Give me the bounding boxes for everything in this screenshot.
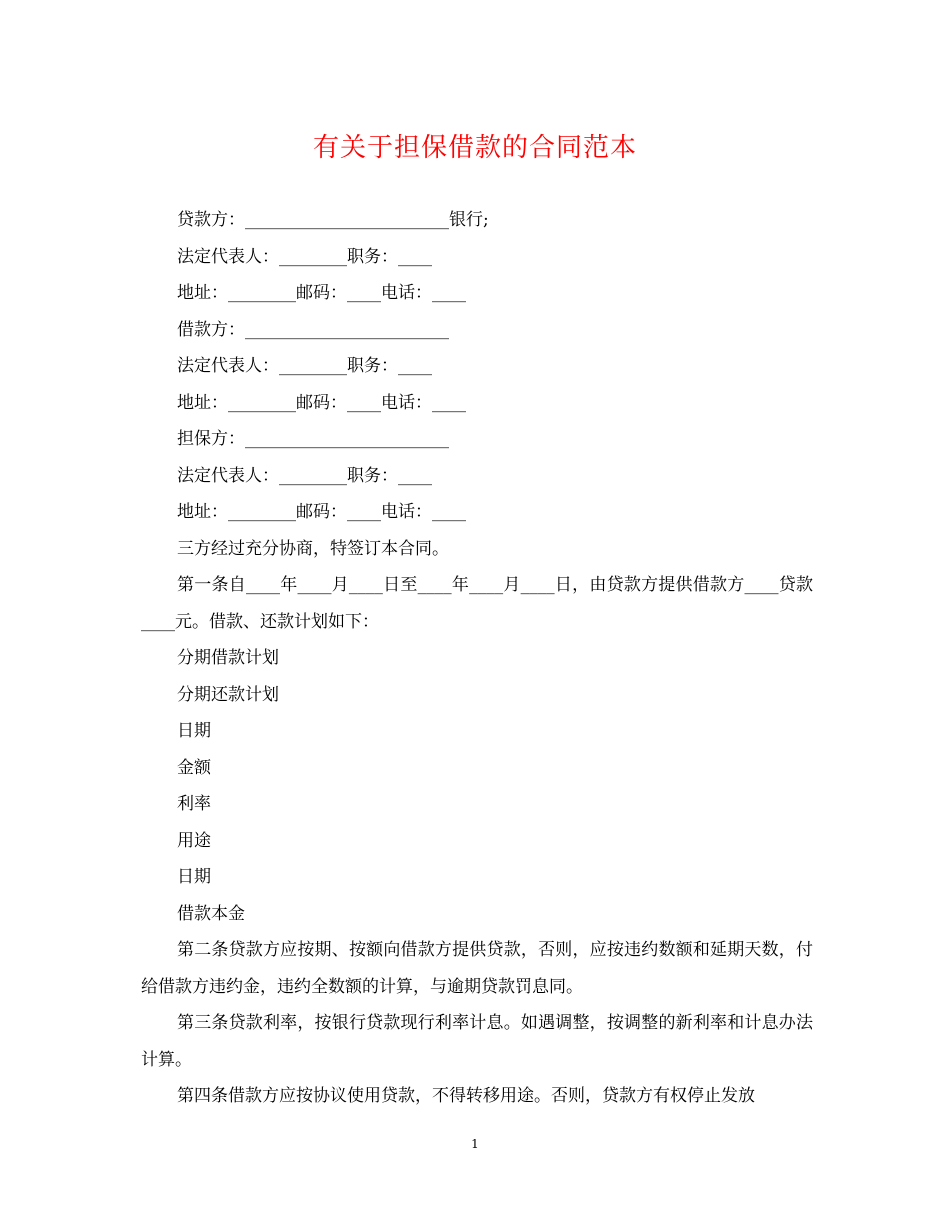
document-title: 有关于担保借款的合同范本 <box>312 133 637 163</box>
lender-representative-line: 法定代表人：________职务：____ <box>177 246 432 267</box>
article-4: 第四条借款方应按协议使用贷款，不得转移用途。否则，贷款方有权停止发放 <box>177 1086 755 1106</box>
plan-field-date: 日期 <box>177 721 211 741</box>
guarantor-representative-line: 法定代表人：________职务：____ <box>177 465 432 486</box>
lender-address-line: 地址：________邮码：____电话：____ <box>177 283 466 303</box>
plan-heading-repay: 分期还款计划 <box>177 684 279 705</box>
plan-field-date-2: 日期 <box>177 867 211 887</box>
plan-field-principal: 借款本金 <box>177 903 245 924</box>
lender-line: 贷款方：________________________银行; <box>177 210 489 230</box>
plan-field-purpose: 用途 <box>177 830 211 851</box>
page-number: 1 <box>471 1137 479 1151</box>
article-2: 第二条贷款方应按期、按额向借款方提供贷款，否则，应按违约数额和延期天数，付给借款方违约金，违约全数额的计算，与逾期贷款罚息同。 <box>141 940 813 997</box>
guarantor-line: 担保方：________________________ <box>177 429 449 449</box>
article-3: 第三条贷款利率，按银行贷款现行利率计息。如遇调整，按调整的新利率和计息办法计算。 <box>141 1013 813 1070</box>
borrower-line: 借款方：________________________ <box>177 319 449 340</box>
guarantor-address-line: 地址：________邮码：____电话：____ <box>177 502 466 522</box>
plan-field-amount: 金额 <box>177 757 211 778</box>
plan-heading-borrow: 分期借款计划 <box>177 648 279 668</box>
plan-field-rate: 利率 <box>177 794 211 814</box>
article-1: 第一条自____年____月____日至____年____月____日，由贷款方提供借款方____贷款____元。借款、还款计划如下： <box>141 575 813 632</box>
borrower-representative-line: 法定代表人：________职务：____ <box>177 356 432 376</box>
agreement-intro: 三方经过充分协商，特签订本合同。 <box>177 538 449 559</box>
borrower-address-line: 地址：________邮码：____电话：____ <box>177 392 466 413</box>
document-body <box>141 202 813 1115</box>
